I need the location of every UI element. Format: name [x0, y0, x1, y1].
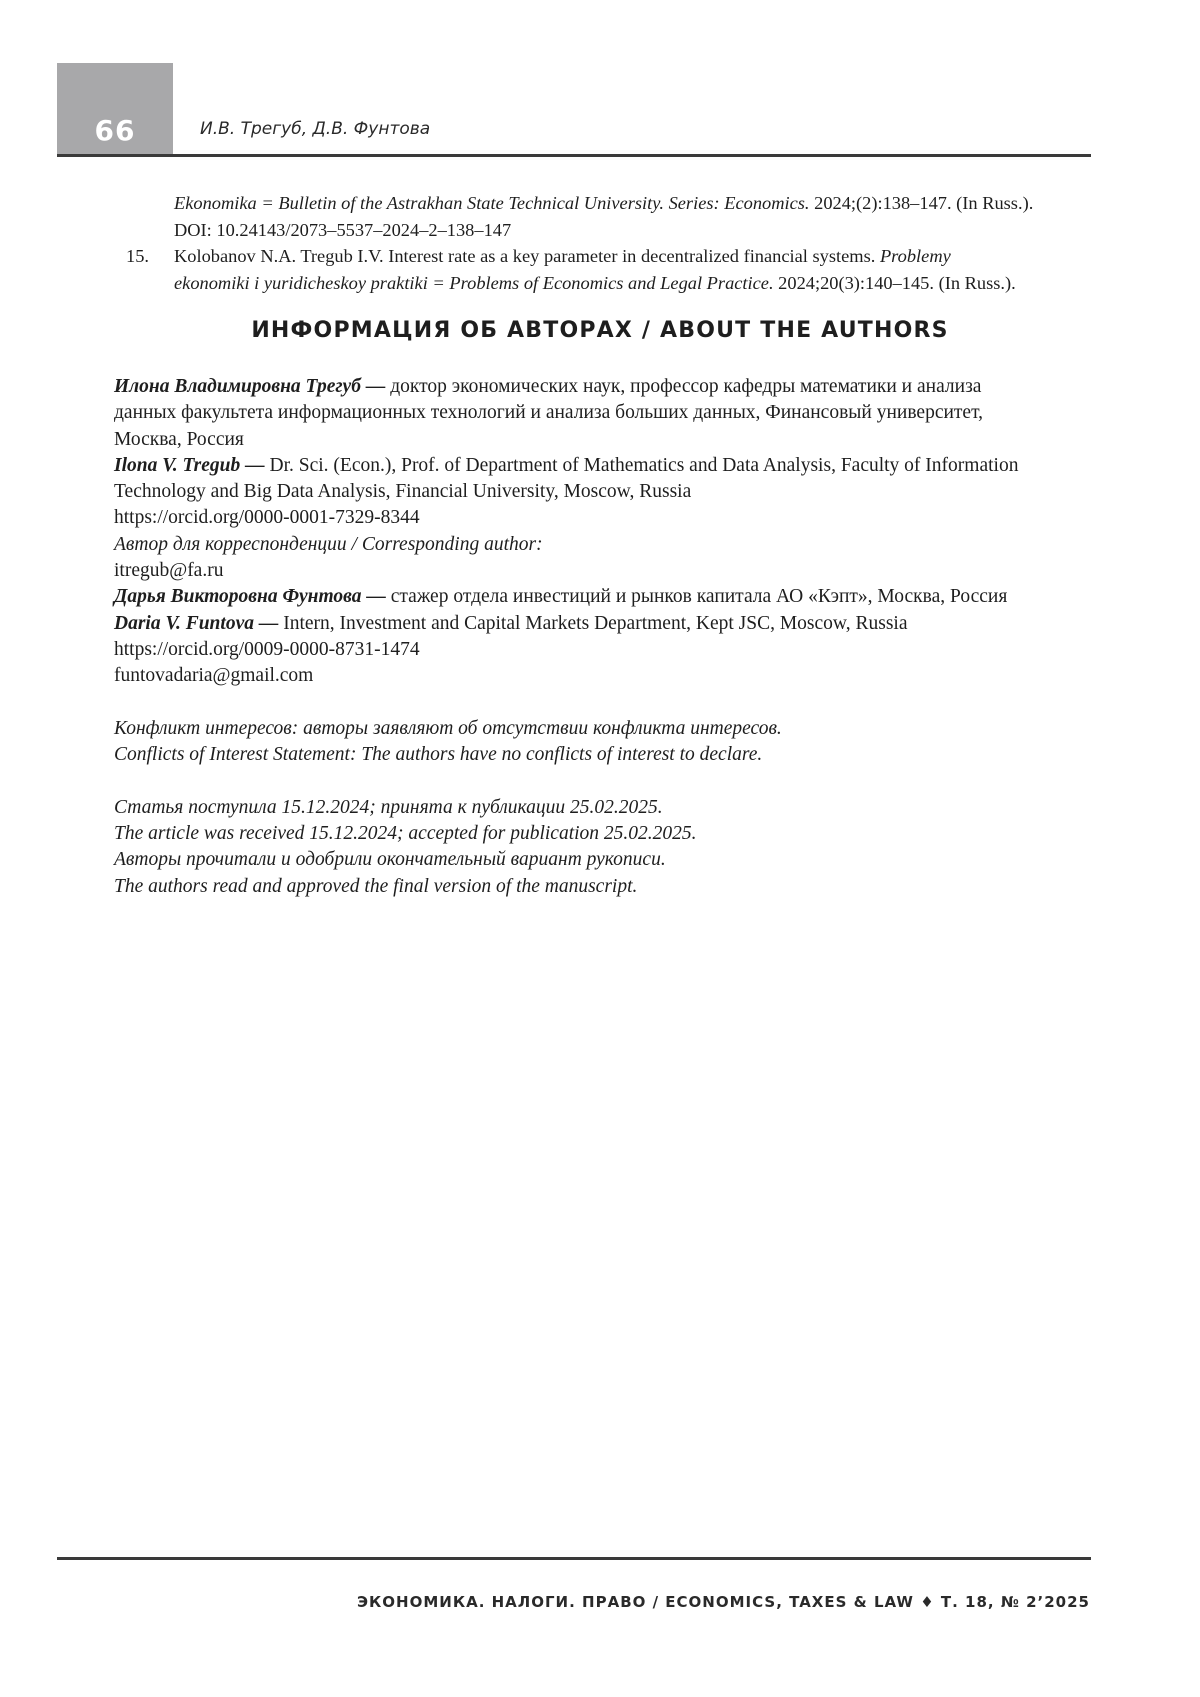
reference-line: [174, 270, 1098, 297]
diamond-icon: ♦: [920, 1593, 935, 1611]
conflict-statement-ru: Конфликт интересов: авторы заявляют об отсутствии конфликта интересов.: [114, 717, 782, 739]
author-description: Москва, Россия: [114, 428, 244, 450]
author-description: доктор экономических наук, профессор кафедры математики и анализа: [385, 376, 982, 397]
author-email-link[interactable]: itregub@fa.ru: [114, 560, 224, 582]
author-description: Dr. Sci. (Econ.), Prof. of Department of Mathematics and Data Analysis, Faculty of Information: [264, 454, 1019, 476]
author-description: данных факультета информационных технологий и анализа больших данных, Финансовый университет,: [114, 402, 984, 424]
author-name: Дарья Викторовна Фунтова —: [114, 586, 386, 608]
author-1-en: [114, 453, 1104, 479]
reference-journal: ekonomiki i yuridicheskoy praktiki = Problems of Economics and Legal Practice.: [174, 272, 774, 293]
author-name: Daria V. Funtova —: [114, 612, 279, 634]
spacer: [114, 690, 1104, 716]
reference-doi: DOI: 10.24143/2073–5537–2024–2–138–147: [174, 219, 512, 240]
reference-title: Kolobanov N.A. Tregub I.V. Interest rate as a key parameter in decentralized financial systems.: [174, 246, 880, 266]
author-1-ru: [114, 374, 1104, 400]
reference-line: [174, 243, 1098, 270]
approval-statement-ru: Авторы прочитали и одобрили окончательный вариант рукописи.: [114, 849, 666, 871]
reference-details: 2024;(2):138–147. (In Russ.).: [809, 193, 1034, 213]
author-description: стажер отдела инвестиций и рынков капитала АО «Кэпт», Москва, Россия: [385, 586, 1008, 608]
author-2-en: [114, 611, 1104, 637]
reference-journal: Ekonomika = Bulletin of the Astrakhan State Technical University. Series: Economics.: [174, 193, 810, 213]
reference-number: 15.: [126, 246, 149, 266]
page-number: 66: [94, 114, 136, 147]
references-list: [126, 190, 1098, 296]
authors-info: [114, 374, 1104, 900]
received-date-ru: Статья поступила 15.12.2024; принята к публикации 25.02.2025.: [114, 796, 663, 818]
received-date-en: The article was received 15.12.2024; accepted for publication 25.02.2025.: [114, 823, 697, 845]
author-name: Ilona V. Tregub —: [114, 454, 265, 476]
conflict-statement-en: Conflicts of Interest Statement: The authors have no conflicts of interest to declare.: [114, 744, 763, 766]
author-description: Intern, Investment and Capital Markets Department, Kept JSC, Moscow, Russia: [278, 612, 908, 634]
author-orcid-link[interactable]: https://orcid.org/0009-0000-8731-1474: [114, 638, 420, 660]
author-2-ru: [114, 584, 1104, 610]
journal-issue: Т. 18, № 2’2025: [934, 1593, 1090, 1611]
spacer: [114, 768, 1104, 794]
reference-line: [174, 190, 1098, 217]
reference-details: 2024;20(3):140–145. (In Russ.).: [773, 272, 1016, 293]
corresponding-author-label: Автор для корреспонденции / Corresponding author:: [114, 533, 543, 555]
section-heading: ИНФОРМАЦИЯ ОБ АВТОРАХ / ABOUT THE AUTHORS: [251, 318, 949, 343]
running-head: И.В. Трегуб, Д.В. Фунтова: [200, 119, 431, 139]
journal-title: ЭКОНОМИКА. НАЛОГИ. ПРАВО / ECONOMICS, TAXES & LAW: [357, 1593, 914, 1611]
author-name: Илона Владимировна Трегуб —: [114, 376, 386, 397]
footer-rule: [57, 1557, 1091, 1560]
author-email-link[interactable]: funtovadaria@gmail.com: [114, 665, 314, 687]
author-description: Technology and Big Data Analysis, Financial University, Moscow, Russia: [114, 481, 692, 503]
approval-statement-en: The authors read and approved the final version of the manuscript.: [114, 875, 638, 897]
reference-journal: Problemy: [879, 246, 951, 266]
reference-continuation: [126, 190, 1098, 243]
journal-footer: [357, 1593, 1090, 1611]
header-rule: [57, 154, 1091, 157]
author-orcid-link[interactable]: https://orcid.org/0000-0001-7329-8344: [114, 507, 420, 529]
reference-15: [126, 243, 1098, 296]
